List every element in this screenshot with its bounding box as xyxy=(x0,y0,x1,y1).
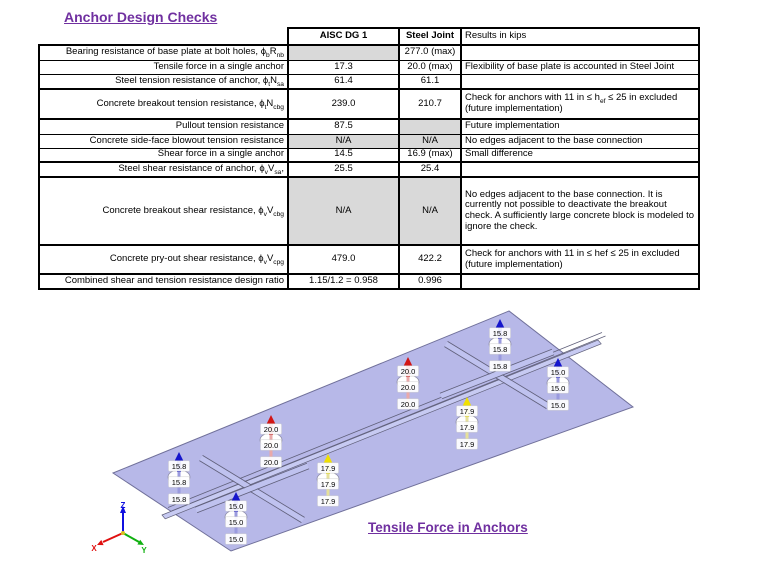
cell-aisc: 479.0 xyxy=(288,245,399,274)
force-label: 17.9 xyxy=(459,423,475,432)
cell-aisc: N/A xyxy=(288,177,399,245)
force-label: 15.8 xyxy=(171,478,187,487)
cell-label: Pullout tension resistance xyxy=(39,119,288,134)
force-label: 15.0 xyxy=(228,502,244,511)
header-results: Results in kips xyxy=(461,28,699,45)
force-label: 15.0 xyxy=(228,535,244,544)
force-label: 17.9 xyxy=(320,497,336,506)
table-title: Anchor Design Checks xyxy=(64,9,218,25)
force-label: 17.9 xyxy=(320,480,336,489)
force-label: 15.0 xyxy=(550,401,566,410)
cell-result: No edges adjacent to the base connection. It is currently not possible to deactivate the breakout check. A sufficiently large concrete block is modeled to ignore the check. xyxy=(461,177,699,245)
cell-aisc: 239.0 xyxy=(288,89,399,119)
force-label: 17.9 xyxy=(459,440,475,449)
cell-steel-joint: 25.4 xyxy=(399,162,461,177)
cell-label: Concrete breakout shear resistance, $\phi_vV_{cbg}$ xyxy=(39,177,288,245)
cell-label: Steel shear resistance of anchor, $\phi_vV_{sa}$, xyxy=(39,162,288,177)
force-label: 15.8 xyxy=(492,345,508,354)
cell-result: Check for anchors with 11 in ≤ hef ≤ 25 in excluded (future implementation) xyxy=(461,245,699,274)
cell-steel-joint: 16.9 (max) xyxy=(399,148,461,162)
cell-result: Small difference xyxy=(461,148,699,162)
force-label: 17.9 xyxy=(320,464,336,473)
cell-steel-joint: N/A xyxy=(399,134,461,148)
x-axis-arrowhead xyxy=(97,540,104,545)
cell-aisc: 87.5 xyxy=(288,119,399,134)
force-label: 15.0 xyxy=(550,384,566,393)
z-axis-label: Z xyxy=(120,501,126,510)
cell-label: Bearing resistance of base plate at bolt holes, $\phi_bR_{nb}$ xyxy=(39,45,288,60)
cell-result: Check for anchors with 11 in ≤ $h_{ef} \le 25$ in excluded (future implementation) xyxy=(461,89,699,119)
force-label: 15.8 xyxy=(492,329,508,338)
force-label: 15.0 xyxy=(550,368,566,377)
x-axis-label: X xyxy=(91,544,97,553)
force-label: 20.0 xyxy=(263,441,279,450)
axis-origin xyxy=(121,531,125,535)
force-label: 17.9 xyxy=(459,407,475,416)
cell-label: Concrete side-face blowout tension resistance xyxy=(39,134,288,148)
cell-aisc: 61.4 xyxy=(288,74,399,89)
force-label: 20.0 xyxy=(400,383,416,392)
cell-steel-joint: N/A xyxy=(399,177,461,245)
cell-steel-joint: 0.996 xyxy=(399,274,461,289)
force-label: 15.8 xyxy=(492,362,508,371)
cell-label: Shear force in a single anchor xyxy=(39,148,288,162)
cell-steel-joint: 210.7 xyxy=(399,89,461,119)
cell-label: Steel tension resistance of anchor, $\phi_tN_{sa}$ xyxy=(39,74,288,89)
force-label: 15.8 xyxy=(171,462,187,471)
force-label: 20.0 xyxy=(263,458,279,467)
cell-aisc: 25.5 xyxy=(288,162,399,177)
cell-result: Flexibility of base plate is accounted in Steel Joint xyxy=(461,60,699,74)
cell-label: Concrete breakout tension resistance, $\phi_tN_{cbg}$ xyxy=(39,89,288,119)
force-label: 20.0 xyxy=(263,425,279,434)
y-axis-label: Y xyxy=(141,546,147,555)
axis-triad xyxy=(91,501,147,555)
cell-aisc: 17.3 xyxy=(288,60,399,74)
force-label: 20.0 xyxy=(400,367,416,376)
force-label: 20.0 xyxy=(400,400,416,409)
cell-aisc: 1.15/1.2 = 0.958 xyxy=(288,274,399,289)
cell-steel-joint: 61.1 xyxy=(399,74,461,89)
cell-steel-joint: 277.0 (max) xyxy=(399,45,461,60)
cell-aisc: N/A xyxy=(288,134,399,148)
header-steel-joint: Steel Joint xyxy=(399,28,461,45)
header-aisc: AISC DG 1 xyxy=(288,28,399,45)
cell-result: No edges adjacent to the base connection xyxy=(461,134,699,148)
force-label: 15.0 xyxy=(228,518,244,527)
cell-result: Future implementation xyxy=(461,119,699,134)
cell-steel-joint: 422.2 xyxy=(399,245,461,274)
cell-label: Combined shear and tension resistance design ratio xyxy=(39,274,288,289)
force-label: 15.8 xyxy=(171,495,187,504)
viz-title: Tensile Force in Anchors xyxy=(368,520,528,535)
cell-aisc: 14.5 xyxy=(288,148,399,162)
cell-label: Tensile force in a single anchor xyxy=(39,60,288,74)
cell-steel-joint: 20.0 (max) xyxy=(399,60,461,74)
cell-label: Concrete pry-out shear resistance, $\phi_vV_{cpg}$ xyxy=(39,245,288,274)
